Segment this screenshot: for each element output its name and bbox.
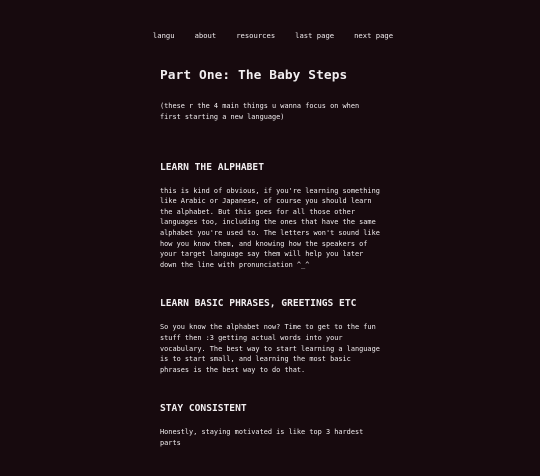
section-heading: LEARN BASIC PHRASES, GREETINGS ETC: [160, 298, 357, 310]
nav-link-resources[interactable]: resources: [236, 31, 276, 40]
section-heading: LEARN THE ALPHABET: [160, 161, 264, 173]
section-body: this is kind of obvious, if you're learning something like Arabic or Japanese, of course you should learn the alphabet. But this goes for all those other languages too, including the ones that have the same alphabet you're used to. The letters won't sound like how you know them, and knowing how the speakers of your target language say them will help you later down the line with pronunciation ^_^: [160, 186, 380, 269]
main-content: [160, 67, 382, 476]
section-body: Honestly, staying motivated is like top 3 hardest parts: [160, 428, 364, 447]
nav-link-next-page[interactable]: next page: [354, 31, 394, 40]
section-body: So you know the alphabet now? Time to get to the fun stuff then :3 getting actual words into your vocabulary. The best way to start learning a language is to start small, and learning the most basic phrases is the best way to do that.: [160, 323, 380, 374]
nav-link-last-page[interactable]: last page: [295, 31, 335, 40]
nav-link-langu[interactable]: langu: [152, 31, 175, 40]
section-stay-consistent: [160, 402, 382, 448]
section-alphabet: [160, 161, 382, 271]
nav-link-about[interactable]: about: [194, 31, 217, 40]
section-heading: STAY CONSISTENT: [160, 403, 247, 415]
top-nav: [0, 31, 540, 40]
section-basic-phrases: [160, 297, 382, 375]
page-subtitle: (these r the 4 main things u wanna focus on when first starting a new language): [160, 102, 360, 121]
page-title: Part One: The Baby Steps: [160, 68, 348, 83]
